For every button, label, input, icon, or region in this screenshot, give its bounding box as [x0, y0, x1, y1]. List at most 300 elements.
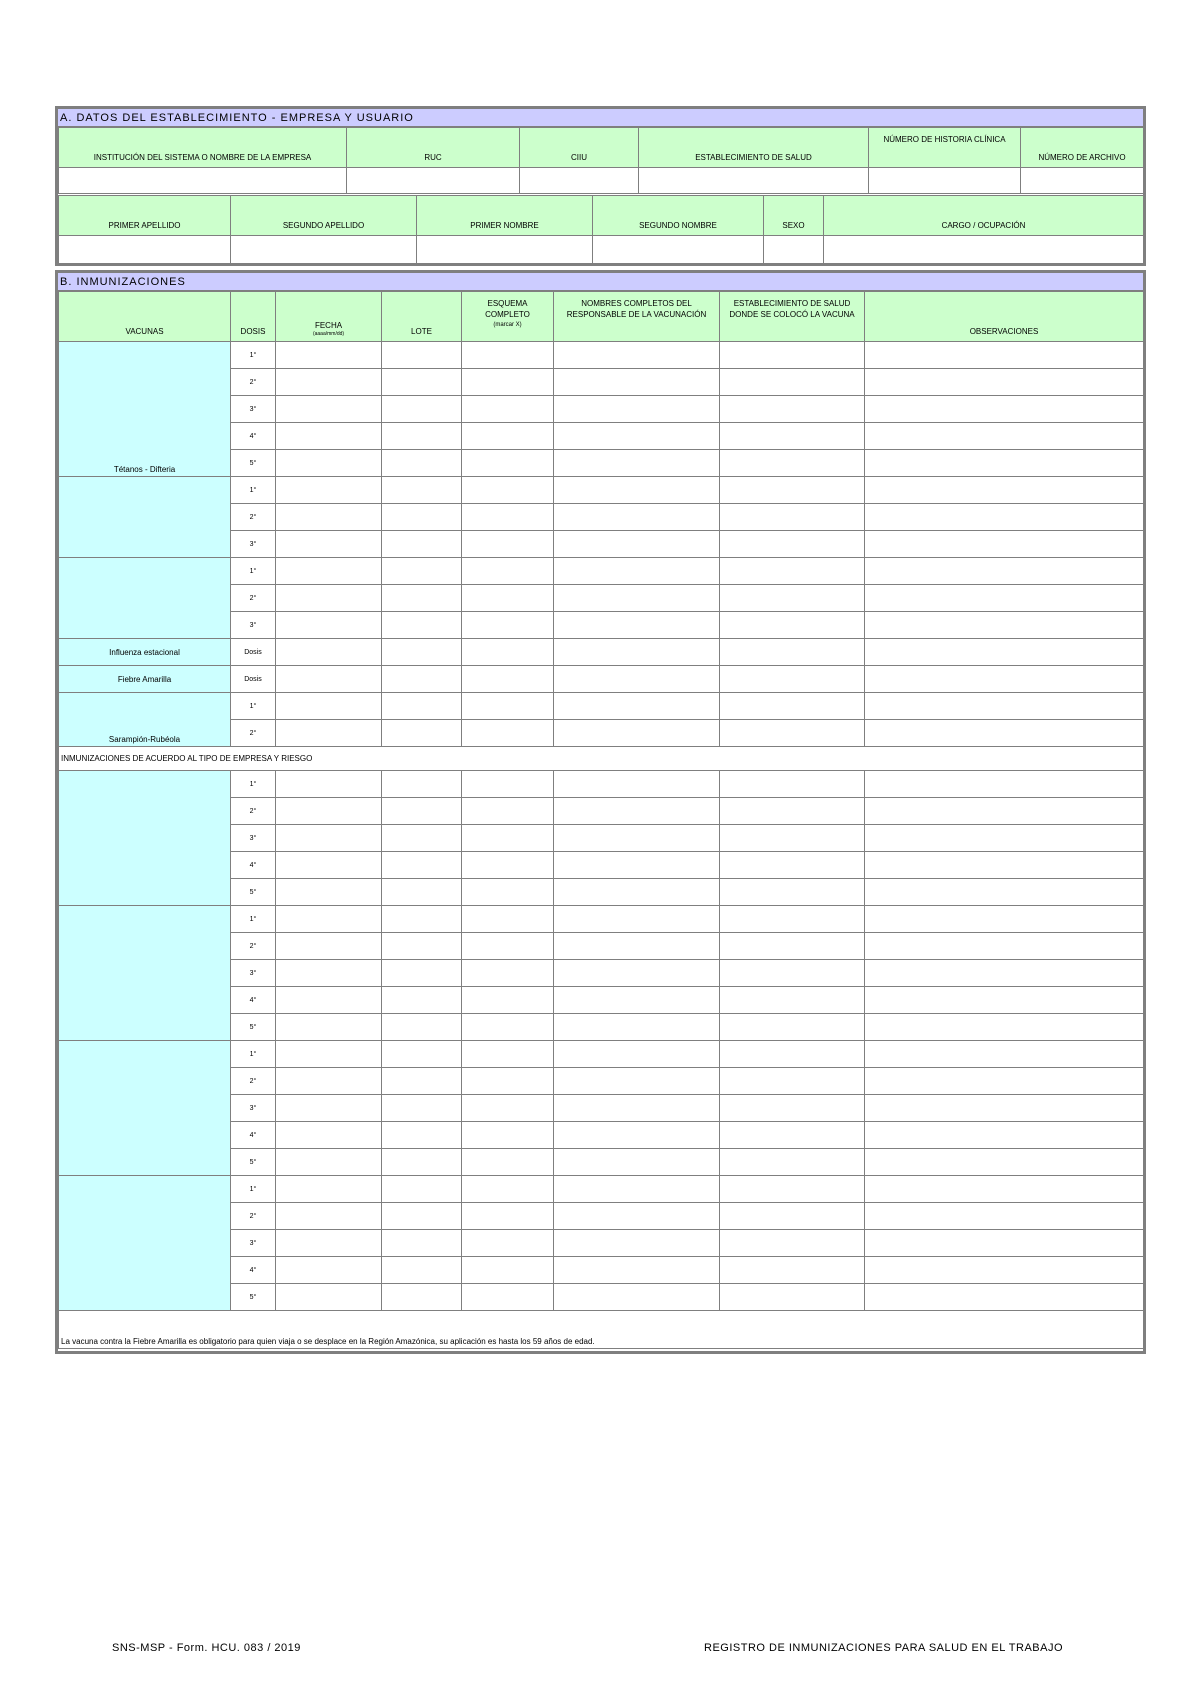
risk-vaccine-2-2-observaciones-field[interactable] — [865, 1095, 1144, 1122]
vaccine-5-0-esquema-field[interactable] — [462, 693, 554, 720]
risk-vaccine-vaccine-name-0 — [59, 771, 231, 906]
section-b-title: B. INMUNIZACIONES — [58, 273, 1143, 291]
risk-vaccine-1-4-observaciones-field[interactable] — [865, 1014, 1144, 1041]
vaccine-1-1-responsable-field[interactable] — [554, 504, 720, 531]
risk-vaccine-3-3-esquema-field[interactable] — [462, 1257, 554, 1284]
header-ruc: RUC — [347, 128, 520, 168]
risk-vaccine-3-0-establecimiento-field[interactable] — [720, 1176, 865, 1203]
risk-vaccine-2-4-lote-field[interactable] — [382, 1149, 462, 1176]
risk-vaccine-2-2-lote-field[interactable] — [382, 1095, 462, 1122]
risk-vaccine-1-1-responsable-field[interactable] — [554, 933, 720, 960]
footer-form-title: REGISTRO DE INMUNIZACIONES PARA SALUD EN EL TRABAJO — [704, 1642, 1064, 1654]
section-a-frame — [55, 106, 1146, 266]
vaccine-0-0-establecimiento-field[interactable] — [720, 342, 865, 369]
vaccine-0-0-observaciones-field[interactable] — [865, 342, 1144, 369]
vaccine-0-4-fecha-field[interactable] — [276, 450, 382, 477]
vaccine-5-1-responsable-field[interactable] — [554, 720, 720, 747]
vaccine-1-0-fecha-field[interactable] — [276, 477, 382, 504]
risk-vaccine-3-1-responsable-field[interactable] — [554, 1203, 720, 1230]
risk-vaccine-2-1-esquema-field[interactable] — [462, 1068, 554, 1095]
vaccine-5-1-fecha-field[interactable] — [276, 720, 382, 747]
vaccine-2-1-fecha-field[interactable] — [276, 585, 382, 612]
vaccine-0-0-lote-field[interactable] — [382, 342, 462, 369]
vaccine-2-2-fecha-field[interactable] — [276, 612, 382, 639]
risk-vaccine-3-4-observaciones-field[interactable] — [865, 1284, 1144, 1311]
header-esquema-mark: (marcar X) — [493, 322, 522, 328]
risk-vaccine-0-0-esquema-field[interactable] — [462, 771, 554, 798]
vaccine-1-1-observaciones-field[interactable] — [865, 504, 1144, 531]
vaccine-4-0-establecimiento-field[interactable] — [720, 666, 865, 693]
section-b-frame — [55, 270, 1146, 1354]
risk-vaccine-3-0-responsable-field[interactable] — [554, 1176, 720, 1203]
risk-vaccine-3-4-lote-field[interactable] — [382, 1284, 462, 1311]
risk-vaccine-0-3-responsable-field[interactable] — [554, 852, 720, 879]
risk-vaccine-dose-label: 3° — [231, 825, 276, 852]
header-institucion: INSTITUCIÓN DEL SISTEMA O NOMBRE DE LA EMPRESA — [59, 128, 347, 168]
vaccine-dose-label: 2° — [231, 369, 276, 396]
vaccine-2-2-responsable-field[interactable] — [554, 612, 720, 639]
vaccine-5-1-establecimiento-field[interactable] — [720, 720, 865, 747]
risk-vaccine-0-4-establecimiento-field[interactable] — [720, 879, 865, 906]
risk-vaccine-vaccine-name-2 — [59, 1041, 231, 1176]
risk-vaccine-2-1-establecimiento-field[interactable] — [720, 1068, 865, 1095]
header-primer-nombre: PRIMER NOMBRE — [417, 196, 593, 236]
risk-vaccine-0-1-lote-field[interactable] — [382, 798, 462, 825]
vaccine-dose-label: 1° — [231, 558, 276, 585]
vaccine-1-1-lote-field[interactable] — [382, 504, 462, 531]
risk-vaccine-dose-label: 3° — [231, 960, 276, 987]
risk-vaccine-2-0-esquema-field[interactable] — [462, 1041, 554, 1068]
vaccine-dose-label: 3° — [231, 531, 276, 558]
immunization-table — [58, 291, 1144, 1349]
risk-vaccine-0-4-fecha-field[interactable] — [276, 879, 382, 906]
vaccine-0-3-establecimiento-field[interactable] — [720, 423, 865, 450]
vaccine-0-4-esquema-field[interactable] — [462, 450, 554, 477]
yellow-fever-note: La vacuna contra la Fiebre Amarilla es obligatorio para quien viaja o se desplace en la Región Amazónica, su aplicación es hasta los 59 años de edad. — [59, 1311, 1144, 1349]
header-esquema-label: ESQUEMA COMPLETO — [485, 299, 530, 319]
vaccine-vaccine-name-2 — [59, 558, 231, 639]
risk-vaccine-1-4-establecimiento-field[interactable] — [720, 1014, 865, 1041]
vaccine-1-2-establecimiento-field[interactable] — [720, 531, 865, 558]
risk-vaccine-0-4-observaciones-field[interactable] — [865, 879, 1144, 906]
risk-vaccine-2-2-esquema-field[interactable] — [462, 1095, 554, 1122]
risk-vaccine-2-0-fecha-field[interactable] — [276, 1041, 382, 1068]
header-responsable: NOMBRES COMPLETOS DEL RESPONSABLE DE LA VACUNACIÓN — [554, 292, 720, 342]
vaccine-0-2-responsable-field[interactable] — [554, 396, 720, 423]
vaccine-5-1-lote-field[interactable] — [382, 720, 462, 747]
vaccine-vaccine-name-5: Sarampión-Rubéola — [59, 693, 231, 747]
risk-vaccine-0-2-lote-field[interactable] — [382, 825, 462, 852]
field-sexo[interactable] — [764, 236, 824, 264]
header-sexo: SEXO — [764, 196, 824, 236]
vaccine-0-2-establecimiento-field[interactable] — [720, 396, 865, 423]
field-numero-archivo[interactable] — [1021, 168, 1144, 194]
risk-vaccine-1-1-establecimiento-field[interactable] — [720, 933, 865, 960]
field-ruc[interactable] — [347, 168, 520, 194]
risk-vaccine-2-4-establecimiento-field[interactable] — [720, 1149, 865, 1176]
risk-vaccine-2-3-lote-field[interactable] — [382, 1122, 462, 1149]
risk-vaccine-0-2-esquema-field[interactable] — [462, 825, 554, 852]
risk-vaccine-3-4-establecimiento-field[interactable] — [720, 1284, 865, 1311]
vaccine-3-0-lote-field[interactable] — [382, 639, 462, 666]
risk-vaccine-3-1-esquema-field[interactable] — [462, 1203, 554, 1230]
vaccine-2-0-establecimiento-field[interactable] — [720, 558, 865, 585]
risk-vaccine-3-3-fecha-field[interactable] — [276, 1257, 382, 1284]
vaccine-4-0-esquema-field[interactable] — [462, 666, 554, 693]
risk-vaccine-dose-label: 2° — [231, 933, 276, 960]
risk-vaccine-0-3-esquema-field[interactable] — [462, 852, 554, 879]
risk-vaccine-dose-label: 1° — [231, 906, 276, 933]
vaccine-0-2-lote-field[interactable] — [382, 396, 462, 423]
risk-vaccine-2-3-responsable-field[interactable] — [554, 1122, 720, 1149]
risk-vaccine-1-1-lote-field[interactable] — [382, 933, 462, 960]
risk-vaccine-0-1-establecimiento-field[interactable] — [720, 798, 865, 825]
section-a-table-1 — [58, 127, 1144, 194]
risk-vaccine-1-3-establecimiento-field[interactable] — [720, 987, 865, 1014]
risk-vaccine-0-3-lote-field[interactable] — [382, 852, 462, 879]
risk-vaccine-3-0-fecha-field[interactable] — [276, 1176, 382, 1203]
risk-vaccine-2-3-establecimiento-field[interactable] — [720, 1122, 865, 1149]
risk-vaccine-1-0-esquema-field[interactable] — [462, 906, 554, 933]
vaccine-vaccine-name-1 — [59, 477, 231, 558]
risk-vaccine-3-1-fecha-field[interactable] — [276, 1203, 382, 1230]
field-primer-apellido[interactable] — [59, 236, 231, 264]
risk-vaccine-3-3-lote-field[interactable] — [382, 1257, 462, 1284]
vaccine-0-3-esquema-field[interactable] — [462, 423, 554, 450]
vaccine-5-0-observaciones-field[interactable] — [865, 693, 1144, 720]
risk-vaccine-3-4-fecha-field[interactable] — [276, 1284, 382, 1311]
risk-vaccine-1-3-responsable-field[interactable] — [554, 987, 720, 1014]
vaccine-dose-label: 2° — [231, 504, 276, 531]
risk-vaccine-2-0-establecimiento-field[interactable] — [720, 1041, 865, 1068]
risk-vaccine-3-2-esquema-field[interactable] — [462, 1230, 554, 1257]
vaccine-0-3-lote-field[interactable] — [382, 423, 462, 450]
risk-vaccine-1-0-lote-field[interactable] — [382, 906, 462, 933]
risk-vaccine-2-0-observaciones-field[interactable] — [865, 1041, 1144, 1068]
vaccine-0-4-responsable-field[interactable] — [554, 450, 720, 477]
vaccine-3-0-responsable-field[interactable] — [554, 639, 720, 666]
header-vacunas: VACUNAS — [59, 292, 231, 342]
vaccine-0-4-observaciones-field[interactable] — [865, 450, 1144, 477]
risk-vaccine-1-2-fecha-field[interactable] — [276, 960, 382, 987]
vaccine-0-2-observaciones-field[interactable] — [865, 396, 1144, 423]
header-dosis: DOSIS — [231, 292, 276, 342]
vaccine-0-1-fecha-field[interactable] — [276, 369, 382, 396]
header-cargo-ocupacion: CARGO / OCUPACIÓN — [824, 196, 1144, 236]
vaccine-3-0-establecimiento-field[interactable] — [720, 639, 865, 666]
vaccine-0-1-lote-field[interactable] — [382, 369, 462, 396]
vaccine-dose-label: 1° — [231, 477, 276, 504]
risk-vaccine-1-0-observaciones-field[interactable] — [865, 906, 1144, 933]
field-establecimiento-salud[interactable] — [639, 168, 869, 194]
header-fecha-label: FECHA — [314, 321, 343, 330]
vaccine-3-0-observaciones-field[interactable] — [865, 639, 1144, 666]
vaccine-2-0-esquema-field[interactable] — [462, 558, 554, 585]
vaccine-0-3-fecha-field[interactable] — [276, 423, 382, 450]
risk-vaccine-0-4-responsable-field[interactable] — [554, 879, 720, 906]
field-primer-nombre[interactable] — [417, 236, 593, 264]
risk-vaccine-1-2-esquema-field[interactable] — [462, 960, 554, 987]
risk-vaccine-3-4-responsable-field[interactable] — [554, 1284, 720, 1311]
vaccine-0-2-esquema-field[interactable] — [462, 396, 554, 423]
risk-vaccine-1-2-responsable-field[interactable] — [554, 960, 720, 987]
vaccine-4-0-lote-field[interactable] — [382, 666, 462, 693]
risk-vaccine-0-2-fecha-field[interactable] — [276, 825, 382, 852]
field-cargo-ocupacion[interactable] — [824, 236, 1144, 264]
vaccine-dose-label: 1° — [231, 342, 276, 369]
risk-vaccine-2-4-esquema-field[interactable] — [462, 1149, 554, 1176]
vaccine-0-1-responsable-field[interactable] — [554, 369, 720, 396]
risk-vaccine-2-0-lote-field[interactable] — [382, 1041, 462, 1068]
risk-vaccine-dose-label: 4° — [231, 1122, 276, 1149]
vaccine-5-1-observaciones-field[interactable] — [865, 720, 1144, 747]
risk-vaccine-3-4-esquema-field[interactable] — [462, 1284, 554, 1311]
header-fecha-format: (aaaa/mm/dd) — [312, 331, 345, 337]
vaccine-5-0-lote-field[interactable] — [382, 693, 462, 720]
header-segundo-nombre: SEGUNDO NOMBRE — [593, 196, 764, 236]
risk-vaccine-2-0-responsable-field[interactable] — [554, 1041, 720, 1068]
vaccine-dose-label: 2° — [231, 720, 276, 747]
vaccine-1-2-esquema-field[interactable] — [462, 531, 554, 558]
risk-vaccine-1-1-fecha-field[interactable] — [276, 933, 382, 960]
vaccine-0-0-fecha-field[interactable] — [276, 342, 382, 369]
vaccine-0-4-establecimiento-field[interactable] — [720, 450, 865, 477]
header-establecimiento-salud: ESTABLECIMIENTO DE SALUD — [639, 128, 869, 168]
vaccine-1-1-esquema-field[interactable] — [462, 504, 554, 531]
vaccine-1-0-responsable-field[interactable] — [554, 477, 720, 504]
vaccine-1-1-establecimiento-field[interactable] — [720, 504, 865, 531]
footer-form-code: SNS-MSP - Form. HCU. 083 / 2019 — [112, 1642, 301, 1654]
risk-vaccine-0-3-fecha-field[interactable] — [276, 852, 382, 879]
vaccine-0-1-esquema-field[interactable] — [462, 369, 554, 396]
header-fecha — [276, 292, 382, 342]
risk-vaccine-1-1-observaciones-field[interactable] — [865, 933, 1144, 960]
vaccine-3-0-esquema-field[interactable] — [462, 639, 554, 666]
vaccine-0-4-lote-field[interactable] — [382, 450, 462, 477]
section-a-table-2 — [58, 195, 1144, 264]
risk-vaccine-2-1-responsable-field[interactable] — [554, 1068, 720, 1095]
vaccine-2-1-lote-field[interactable] — [382, 585, 462, 612]
risk-vaccine-2-4-observaciones-field[interactable] — [865, 1149, 1144, 1176]
risk-vaccine-dose-label: 5° — [231, 1014, 276, 1041]
risk-vaccine-0-2-observaciones-field[interactable] — [865, 825, 1144, 852]
vaccine-2-2-establecimiento-field[interactable] — [720, 612, 865, 639]
vaccine-1-2-responsable-field[interactable] — [554, 531, 720, 558]
vaccine-1-2-fecha-field[interactable] — [276, 531, 382, 558]
header-numero-archivo: NÚMERO DE ARCHIVO — [1021, 128, 1144, 168]
vaccine-dose-label: 3° — [231, 396, 276, 423]
field-segundo-apellido[interactable] — [231, 236, 417, 264]
risk-vaccine-3-0-observaciones-field[interactable] — [865, 1176, 1144, 1203]
risk-vaccine-0-0-lote-field[interactable] — [382, 771, 462, 798]
risk-vaccine-dose-label: 3° — [231, 1230, 276, 1257]
vaccine-0-3-observaciones-field[interactable] — [865, 423, 1144, 450]
risk-vaccine-2-3-observaciones-field[interactable] — [865, 1122, 1144, 1149]
risk-vaccine-2-3-esquema-field[interactable] — [462, 1122, 554, 1149]
vaccine-4-0-responsable-field[interactable] — [554, 666, 720, 693]
risk-vaccine-3-2-observaciones-field[interactable] — [865, 1230, 1144, 1257]
risk-vaccine-0-2-establecimiento-field[interactable] — [720, 825, 865, 852]
risk-vaccine-3-2-lote-field[interactable] — [382, 1230, 462, 1257]
risk-vaccine-1-0-establecimiento-field[interactable] — [720, 906, 865, 933]
vaccine-2-1-esquema-field[interactable] — [462, 585, 554, 612]
risk-vaccine-1-0-fecha-field[interactable] — [276, 906, 382, 933]
risk-vaccine-0-1-fecha-field[interactable] — [276, 798, 382, 825]
vaccine-5-0-responsable-field[interactable] — [554, 693, 720, 720]
risk-vaccine-2-2-responsable-field[interactable] — [554, 1095, 720, 1122]
vaccine-dose-label: Dosis — [231, 666, 276, 693]
vaccine-1-1-fecha-field[interactable] — [276, 504, 382, 531]
header-ciiu: CIIU — [520, 128, 639, 168]
vaccine-0-0-responsable-field[interactable] — [554, 342, 720, 369]
risk-vaccine-3-2-fecha-field[interactable] — [276, 1230, 382, 1257]
risk-vaccine-1-4-lote-field[interactable] — [382, 1014, 462, 1041]
vaccine-0-1-establecimiento-field[interactable] — [720, 369, 865, 396]
risk-vaccine-3-3-observaciones-field[interactable] — [865, 1257, 1144, 1284]
risk-vaccine-0-0-establecimiento-field[interactable] — [720, 771, 865, 798]
vaccine-1-0-lote-field[interactable] — [382, 477, 462, 504]
vaccine-4-0-observaciones-field[interactable] — [865, 666, 1144, 693]
vaccine-2-0-observaciones-field[interactable] — [865, 558, 1144, 585]
risk-vaccine-1-0-responsable-field[interactable] — [554, 906, 720, 933]
risk-vaccine-dose-label: 2° — [231, 1068, 276, 1095]
vaccine-1-2-observaciones-field[interactable] — [865, 531, 1144, 558]
vaccine-dose-label: 5° — [231, 450, 276, 477]
vaccine-1-0-esquema-field[interactable] — [462, 477, 554, 504]
header-establecimiento-vacuna: ESTABLECIMIENTO DE SALUD DONDE SE COLOCÓ LA VACUNA — [720, 292, 865, 342]
risk-vaccine-dose-label: 5° — [231, 879, 276, 906]
risk-vaccine-0-0-fecha-field[interactable] — [276, 771, 382, 798]
vaccine-dose-label: Dosis — [231, 639, 276, 666]
risk-vaccine-dose-label: 1° — [231, 1176, 276, 1203]
vaccine-4-0-fecha-field[interactable] — [276, 666, 382, 693]
vaccine-dose-label: 1° — [231, 693, 276, 720]
vaccine-1-0-observaciones-field[interactable] — [865, 477, 1144, 504]
risk-vaccine-0-3-observaciones-field[interactable] — [865, 852, 1144, 879]
header-observaciones: OBSERVACIONES — [865, 292, 1144, 342]
risk-vaccine-1-3-lote-field[interactable] — [382, 987, 462, 1014]
vaccine-5-1-esquema-field[interactable] — [462, 720, 554, 747]
vaccine-2-2-observaciones-field[interactable] — [865, 612, 1144, 639]
risk-vaccine-2-3-fecha-field[interactable] — [276, 1122, 382, 1149]
header-segundo-apellido: SEGUNDO APELLIDO — [231, 196, 417, 236]
field-ciiu[interactable] — [520, 168, 639, 194]
risk-vaccine-2-1-observaciones-field[interactable] — [865, 1068, 1144, 1095]
vaccine-5-0-establecimiento-field[interactable] — [720, 693, 865, 720]
vaccine-0-3-responsable-field[interactable] — [554, 423, 720, 450]
header-numero-historia-clinica: NÚMERO DE HISTORIA CLÍNICA — [869, 128, 1021, 168]
vaccine-vaccine-name-0: Tétanos - Difteria — [59, 342, 231, 477]
risk-vaccine-0-1-esquema-field[interactable] — [462, 798, 554, 825]
risk-vaccine-dose-label: 2° — [231, 798, 276, 825]
risk-vaccine-1-4-responsable-field[interactable] — [554, 1014, 720, 1041]
risk-vaccine-dose-label: 1° — [231, 1041, 276, 1068]
risk-vaccine-1-4-fecha-field[interactable] — [276, 1014, 382, 1041]
risk-vaccine-dose-label: 2° — [231, 1203, 276, 1230]
header-primer-apellido: PRIMER APELLIDO — [59, 196, 231, 236]
risk-vaccine-dose-label: 1° — [231, 771, 276, 798]
risk-vaccine-dose-label: 5° — [231, 1284, 276, 1311]
vaccine-vaccine-name-4: Fiebre Amarilla — [59, 666, 231, 693]
vaccine-2-0-lote-field[interactable] — [382, 558, 462, 585]
vaccine-0-0-esquema-field[interactable] — [462, 342, 554, 369]
risk-vaccine-3-3-responsable-field[interactable] — [554, 1257, 720, 1284]
risk-vaccine-1-3-fecha-field[interactable] — [276, 987, 382, 1014]
vaccine-1-2-lote-field[interactable] — [382, 531, 462, 558]
risk-vaccine-0-2-responsable-field[interactable] — [554, 825, 720, 852]
risk-vaccine-2-2-fecha-field[interactable] — [276, 1095, 382, 1122]
field-numero-historia-clinica[interactable] — [869, 168, 1021, 194]
risk-vaccine-1-2-lote-field[interactable] — [382, 960, 462, 987]
vaccine-2-2-lote-field[interactable] — [382, 612, 462, 639]
vaccine-vaccine-name-3: Influenza estacional — [59, 639, 231, 666]
risk-vaccine-0-1-observaciones-field[interactable] — [865, 798, 1144, 825]
risk-vaccine-2-1-lote-field[interactable] — [382, 1068, 462, 1095]
vaccine-0-1-observaciones-field[interactable] — [865, 369, 1144, 396]
risk-vaccine-0-3-establecimiento-field[interactable] — [720, 852, 865, 879]
risk-vaccine-dose-label: 5° — [231, 1149, 276, 1176]
risk-vaccine-1-4-esquema-field[interactable] — [462, 1014, 554, 1041]
vaccine-1-0-establecimiento-field[interactable] — [720, 477, 865, 504]
vaccine-2-1-responsable-field[interactable] — [554, 585, 720, 612]
risk-vaccine-2-4-fecha-field[interactable] — [276, 1149, 382, 1176]
risk-vaccine-3-2-responsable-field[interactable] — [554, 1230, 720, 1257]
section-a-title: A. DATOS DEL ESTABLECIMIENTO - EMPRESA Y USUARIO — [58, 109, 1143, 127]
risk-vaccine-0-0-responsable-field[interactable] — [554, 771, 720, 798]
risk-vaccine-3-1-observaciones-field[interactable] — [865, 1203, 1144, 1230]
field-institucion[interactable] — [59, 168, 347, 194]
risk-vaccine-3-0-esquema-field[interactable] — [462, 1176, 554, 1203]
vaccine-5-0-fecha-field[interactable] — [276, 693, 382, 720]
risk-vaccine-3-3-establecimiento-field[interactable] — [720, 1257, 865, 1284]
vaccine-2-0-fecha-field[interactable] — [276, 558, 382, 585]
risk-vaccine-1-2-observaciones-field[interactable] — [865, 960, 1144, 987]
risk-vaccine-2-2-establecimiento-field[interactable] — [720, 1095, 865, 1122]
risk-vaccine-vaccine-name-3 — [59, 1176, 231, 1311]
field-segundo-nombre[interactable] — [593, 236, 764, 264]
vaccine-2-1-establecimiento-field[interactable] — [720, 585, 865, 612]
risk-vaccine-3-2-establecimiento-field[interactable] — [720, 1230, 865, 1257]
risk-vaccine-0-1-responsable-field[interactable] — [554, 798, 720, 825]
risk-vaccine-2-4-responsable-field[interactable] — [554, 1149, 720, 1176]
risk-vaccine-1-1-esquema-field[interactable] — [462, 933, 554, 960]
risk-vaccine-3-1-establecimiento-field[interactable] — [720, 1203, 865, 1230]
vaccine-2-2-esquema-field[interactable] — [462, 612, 554, 639]
vaccine-2-0-responsable-field[interactable] — [554, 558, 720, 585]
risk-vaccine-3-1-lote-field[interactable] — [382, 1203, 462, 1230]
vaccine-2-1-observaciones-field[interactable] — [865, 585, 1144, 612]
vaccine-dose-label: 3° — [231, 612, 276, 639]
risk-immunizations-label: INMUNIZACIONES DE ACUERDO AL TIPO DE EMPRESA Y RIESGO — [59, 747, 1144, 771]
vaccine-3-0-fecha-field[interactable] — [276, 639, 382, 666]
vaccine-dose-label: 4° — [231, 423, 276, 450]
risk-vaccine-dose-label: 3° — [231, 1095, 276, 1122]
header-esquema-completo — [462, 292, 554, 342]
risk-vaccine-1-3-esquema-field[interactable] — [462, 987, 554, 1014]
risk-vaccine-3-0-lote-field[interactable] — [382, 1176, 462, 1203]
risk-vaccine-0-4-lote-field[interactable] — [382, 879, 462, 906]
risk-vaccine-dose-label: 4° — [231, 852, 276, 879]
risk-vaccine-vaccine-name-1 — [59, 906, 231, 1041]
header-lote: LOTE — [382, 292, 462, 342]
risk-vaccine-1-3-observaciones-field[interactable] — [865, 987, 1144, 1014]
risk-vaccine-0-4-esquema-field[interactable] — [462, 879, 554, 906]
risk-vaccine-dose-label: 4° — [231, 1257, 276, 1284]
risk-vaccine-0-0-observaciones-field[interactable] — [865, 771, 1144, 798]
risk-vaccine-1-2-establecimiento-field[interactable] — [720, 960, 865, 987]
risk-vaccine-2-1-fecha-field[interactable] — [276, 1068, 382, 1095]
vaccine-0-2-fecha-field[interactable] — [276, 396, 382, 423]
